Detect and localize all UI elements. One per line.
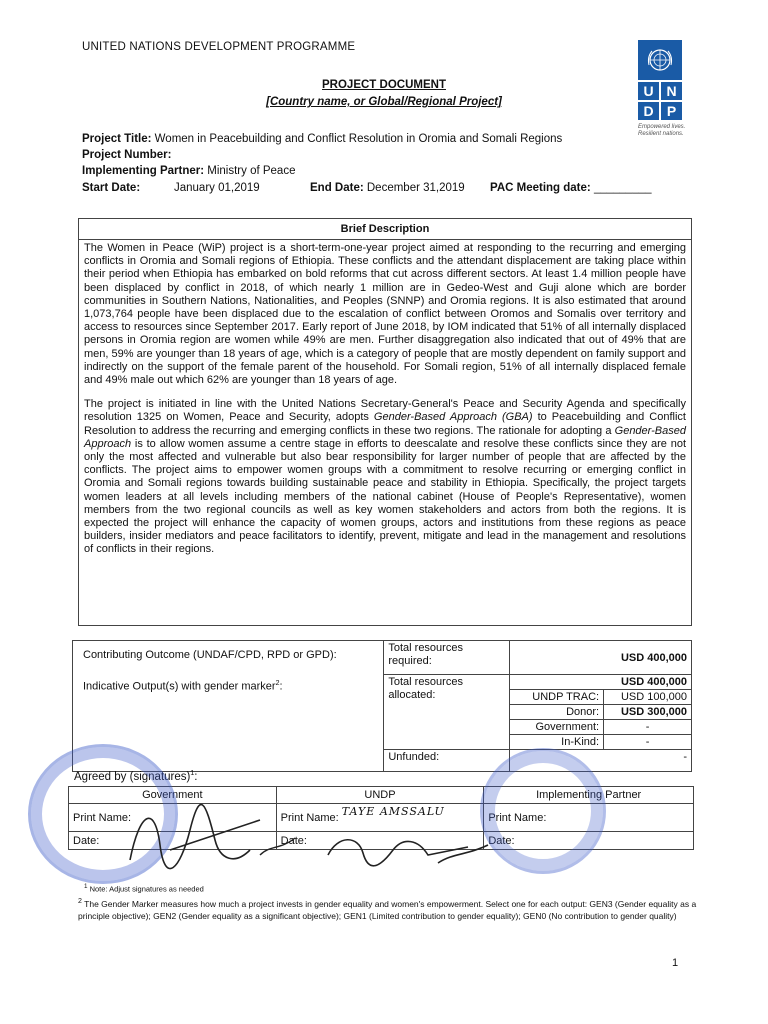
undp-trac-label: UNDP TRAC: <box>510 690 604 705</box>
government-label: Government: <box>510 720 604 735</box>
government-date: Date: <box>69 832 277 850</box>
un-emblem-icon <box>638 40 682 80</box>
project-number-row <box>82 149 171 161</box>
dates-row <box>82 182 682 194</box>
indicative-output-label: Indicative Output(s) with gender marker$^2$: <box>83 680 283 693</box>
brief-paragraph-2: The project is initiated in line with the United Nations Secretary-General's Peace and Security Agenda and specifically resolution 1325 on Women, Peace and Security, adopts Gender-Based Approach (GBA) to Peacebuilding and Conflict Resolution to address the recurring and emerging conflicts in these two regions. The rationale for adopting a Gender-Based Approach is to allow women assume a centre stage in efforts to deescalate and resolve these conflicts since they are not only the most affected and vulnerable but also bear responsibility for larger number of people that are affected by the conflicts. The project aims to empower women groups with a commitment to resolve recurring or emerging conflict in Oromia and Somali regions towards building sustainable peace and stability in Ethiopia. Specifically, the project targets women leaders at all levels including members of the national cabinet (House of People's Representative), women members from the two regional councils as well as key women stakeholders and actors from both the regions. It is expected the project will enhance the capacity of women groups, actors and institutions from these regions as peace builders, insider mediators and peace facilitators to identify, prevent, mitigate and lead in the management and resolutions of conflicts in their regions. <box>84 398 686 556</box>
end-date-label: End Date: <box>310 182 364 194</box>
undp-print-name: Print Name: TAYE AMSSALU <box>276 804 484 832</box>
implementing-partner-label: Implementing Partner: <box>82 165 205 177</box>
government-print-name: Print Name: <box>69 804 277 832</box>
project-number-label: Project Number: <box>82 149 172 161</box>
document-title: PROJECT DOCUMENT <box>322 79 446 91</box>
page-number: 1 <box>672 957 679 969</box>
pac-meeting-label: PAC Meeting date: <box>490 182 591 194</box>
logo-letter-p: P <box>661 102 682 120</box>
government-column-header: Government <box>69 787 277 804</box>
resources-table <box>72 640 692 772</box>
logo-letter-u: U <box>638 82 659 100</box>
project-title-row <box>82 133 562 145</box>
contributing-outcome-label: Contributing Outcome (UNDAF/CPD, RPD or GPD): <box>83 649 337 661</box>
logo-tagline: Empowered lives. Resilient nations. <box>638 124 686 137</box>
partner-column-header: Implementing Partner <box>484 787 694 804</box>
partner-print-name: Print Name: <box>484 804 694 832</box>
unfunded-value: - <box>510 750 692 772</box>
undp-column-header: UNDP <box>276 787 484 804</box>
footnote-2: $^2$ The Gender Marker measures how much a project invests in gender equality and women's empowerment. Select one for each output: GEN3 (Gender equality as a principle objective); GEN2 (Gender equality as a significant objective); GEN1 (Limited contribution to gender equality); GEN0 (No contribution to gender quality) <box>78 897 697 921</box>
brief-description-body <box>79 240 691 557</box>
outcome-cell <box>73 641 384 772</box>
document-subtitle: [Country name, or Global/Regional Project] <box>266 96 502 108</box>
logo-letter-n: N <box>661 82 682 100</box>
brief-paragraph-1: The Women in Peace (WiP) project is a short-term-one-year project aimed at responding to the recurring and emerging conflicts in Oromia and Somali regions of Ethiopia. These conflicts and the attendant displacement are taking place within their period when Ethiopia has embarked on bold reforms that cut across different sectors. At least 1.4 million people have been displaced by conflict in 2018, of which nearly 1 million are in Gedeo-West and Guji alone which are border communities in Southern Nations, Nationalities, and Peoples (SNNP) and Oromia regions. It is also estimated that around 1,073,764 people have been displaced due to the escalation of conflict between Oromos and Somalis over territory and access to resources since September 2017. Early report of June 2018, by IOM indicated that 51% of all internally displaced persons in Oromia region are women while 49% are men. Further disaggregation also indicated that out of 49% that are men, 59% are younger than 18 years of age, which is a category of people that are mostly dependent on family support and indirectly on the support of the female parent of the household. For Somali region, 51% of all internally displaced female and 49% male out which 62% are younger than 18 years of age. <box>84 242 686 387</box>
inkind-label: In-Kind: <box>510 735 604 750</box>
end-date-value: December 31,2019 <box>366 182 465 194</box>
footnote-1: $^1$ Note: Adjust signatures as needed <box>84 883 204 894</box>
brief-description-box <box>78 218 692 626</box>
implementing-partner-row <box>82 165 295 177</box>
undp-date: Date: <box>276 832 484 850</box>
donor-label: Donor: <box>510 705 604 720</box>
donor-value: USD 300,000 <box>604 705 692 720</box>
brief-description-heading: Brief Description <box>79 219 691 240</box>
total-allocated-value: USD 400,000 <box>510 675 692 690</box>
pac-meeting-value: _________ <box>593 182 652 194</box>
agreed-by-label: Agreed by (signatures)$^1$: <box>74 770 198 783</box>
start-date-value: January 01,2019 <box>174 182 260 194</box>
government-value: - <box>604 720 692 735</box>
total-allocated-label: Total resources allocated: <box>384 675 510 750</box>
partner-date: Date: <box>484 832 694 850</box>
project-title-label: Project Title: <box>82 133 152 145</box>
undp-trac-value: USD 100,000 <box>604 690 692 705</box>
total-required-label: Total resources required: <box>384 641 510 675</box>
implementing-partner-value: Ministry of Peace <box>207 165 296 177</box>
project-title-value: Women in Peacebuilding and Conflict Resolution in Oromia and Somali Regions <box>154 133 563 145</box>
total-required-value: USD 400,000 <box>510 641 692 675</box>
logo-letter-d: D <box>638 102 659 120</box>
inkind-value: - <box>604 735 692 750</box>
undp-handwritten-name: TAYE AMSSALU <box>341 805 445 818</box>
organization-name: UNITED NATIONS DEVELOPMENT PROGRAMME <box>82 41 356 53</box>
signature-table <box>68 786 694 850</box>
unfunded-label: Unfunded: <box>384 750 510 772</box>
start-date-label: Start Date: <box>82 182 141 194</box>
